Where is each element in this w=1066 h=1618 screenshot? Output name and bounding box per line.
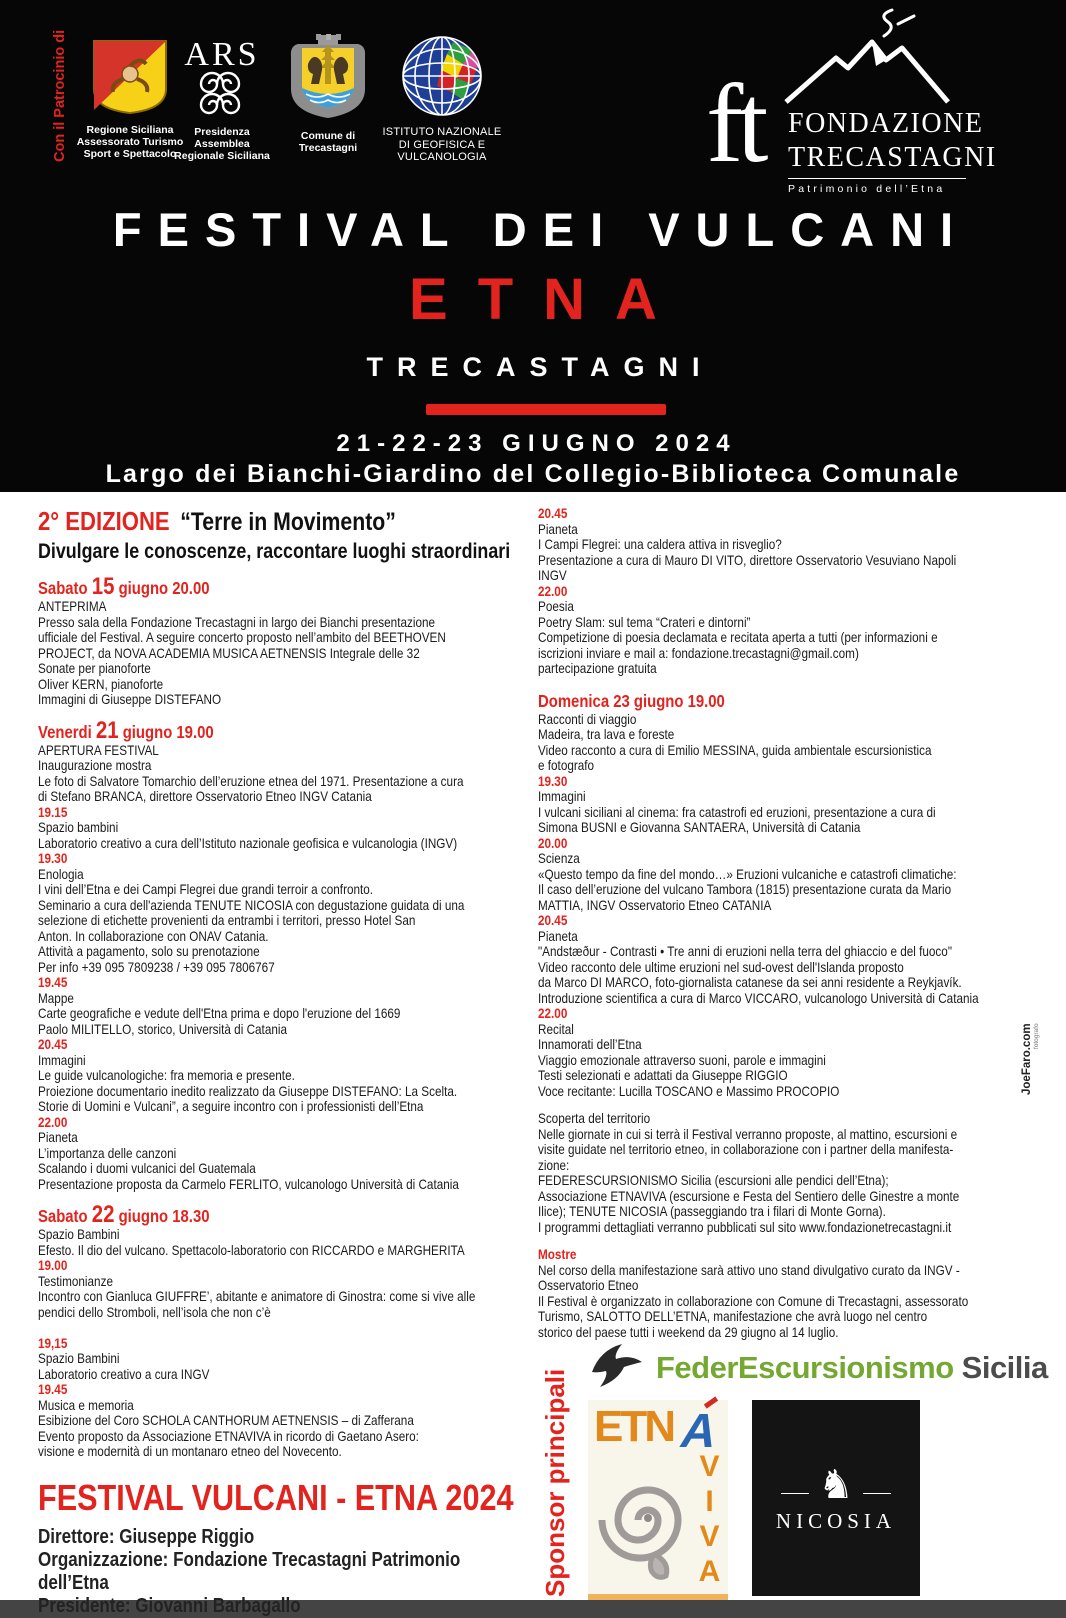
time-label: 19.45 [38, 975, 68, 990]
time-label: 19.30 [538, 773, 568, 789]
program-line: Presentazione proposta da Carmelo FERLITO, vulcanologo Università di Catania [38, 1176, 459, 1192]
program-line: Pianeta [538, 928, 578, 944]
logo-ars [172, 38, 272, 162]
time-label: 22.00 [538, 1006, 568, 1021]
program-line: Poetry Slam: sul tema “Crateri e dintorni” [538, 614, 751, 630]
program-line: zione: [538, 1157, 570, 1173]
program-line: Evento proposto da Associazione ETNAVIVA in ricordo di Gaetano Asero: [38, 1428, 419, 1444]
logo-federescursionismo [588, 1340, 1048, 1395]
program-section [538, 506, 1029, 677]
logo-fondazione-trecastagni [700, 12, 997, 197]
program-line: ufficiale del Festival. A seguire concerto proposto nell’ambito del BEETHOVEN [38, 630, 446, 645]
program-line: Innamorati dell’Etna [538, 1037, 642, 1052]
program-section [538, 1247, 1029, 1340]
program-section [38, 1201, 529, 1460]
program-line: "Andstæður - Contrasti • Tre anni di eruzioni nella terra del ghiaccio e del fuoco" [538, 944, 952, 959]
program-line: Carte geografiche e vedute dell'Etna prima e dopo l'eruzione del 1669 [38, 1006, 401, 1021]
program-line: I vulcani siciliani al cinema: fra catastrofi ed eruzioni, presentazione a cura di [538, 804, 936, 820]
nicosia-left-line [781, 1493, 809, 1494]
program-line: visite guidate nel territorio etneo, in collaborazione con i partner della manifesta- [538, 1142, 954, 1157]
time-label: 19.30 [38, 851, 68, 866]
program-line: Attività a pagamento, solo su prenotazione [38, 944, 260, 959]
horse-rider-icon: ♞ [818, 1461, 854, 1508]
program-line: «Questo tempo da fine del mondo…» Eruzioni vulcaniche e catastrofi climatiche: [538, 866, 957, 882]
program-line: Spazio Bambini [38, 1227, 120, 1242]
photographer-credit: JoeFaro.com fotografo [1021, 1023, 1040, 1095]
program-line: Incontro con Gianluca GIUFFRE’, abitante e animatore di Ginostra: come si vive alle [38, 1289, 476, 1304]
poster-title: FESTIVAL DEI VULCANI [112, 203, 970, 256]
nicosia-right-line [863, 1493, 891, 1494]
program-line: Video racconto a cura di Emilio MESSINA, guida ambientale escursionistica [538, 742, 932, 758]
program-line: Il Festival è organizzato in collaborazione con Comune di Trecastagni, assessorato [538, 1293, 969, 1309]
volcano-icon [780, 14, 960, 115]
program-line: Per info +39 095 7809238 / +39 095 7806767 [38, 959, 275, 975]
time-label: 19,15 [38, 1335, 68, 1351]
time-label: 22.00 [38, 1114, 68, 1130]
logo-ingv [372, 34, 512, 164]
program-left-blocks [38, 573, 529, 1460]
patrocinio-label: Con il Patrocinio di [52, 29, 68, 162]
program-line: Testi selezionati e adattati da Giuseppe RIGGIO [538, 1068, 788, 1083]
program-line: Presentazione a cura di Mauro DI VITO, direttore Osservatorio Vesuviano Napoli [538, 552, 957, 568]
credit-line: Presidente: Giovanni Barbagallo [38, 1594, 301, 1617]
program-line: Introduzione scientifica a cura di Marco VICCARO, vulcanologo Università di Catania [538, 990, 979, 1006]
program-column-right [538, 506, 1029, 1340]
program-section [538, 689, 1029, 1100]
program-line: e fotografo [538, 758, 595, 773]
event-dates: 21-22-23 GIUGNO 2024 [336, 430, 737, 457]
program-line: Esibizione del Coro SCHOLA CANTHORUM AETNENSIS – di Zafferana [38, 1413, 414, 1428]
day-heading: Domenica 23 giugno 19.00 [538, 690, 725, 711]
program-line: L’importanza delle canzoni [38, 1145, 177, 1161]
program-line: Turismo, SALOTTO DELL’ETNA, manifestazione che avrà luogo nel centro [538, 1309, 928, 1324]
program-line: Osservatorio Etneo [538, 1278, 639, 1293]
section-heading: Mostre [538, 1247, 577, 1262]
festival-footer-title: FESTIVAL VULCANI - ETNA 2024 [38, 1476, 514, 1518]
etnaviva-viva-letters: VIVA [693, 1450, 726, 1590]
program-line: Immagini di Giuseppe DISTEFANO [38, 692, 222, 707]
etnaviva-etn-letters: ETN [594, 1402, 673, 1451]
logo-comune-caption: Comune di Trecastagni [298, 130, 358, 154]
program-line: ANTEPRIMA [38, 599, 107, 614]
fondazione-name-line2: TRECASTAGNI [788, 142, 997, 173]
federescursionismo-wordmark: FederEscursionismo Sicilia [656, 1349, 1048, 1385]
time-label: 20.45 [538, 913, 568, 928]
program-line: Oliver KERN, pianoforte [38, 676, 164, 692]
program-line: Seminario a cura dell'azienda TENUTE NICOSIA con degustazione guidata di una [38, 897, 465, 913]
program-line: MATTIA, INGV Osservatorio Etneo CATANIA [538, 897, 772, 913]
program-line: I vini dell’Etna e dei Campi Flegrei due grandi terroir a confronto. [38, 882, 374, 897]
program-line: Recital [538, 1021, 574, 1037]
program-line: Scoperta del territorio [538, 1111, 651, 1126]
logo-ingv-caption: ISTITUTO NAZIONALE DI GEOFISICA E VULCANOLOGIA [382, 126, 502, 163]
program-line: Immagini [38, 1052, 86, 1068]
program-line: Musica e memoria [38, 1397, 134, 1413]
time-label: 22.00 [538, 583, 568, 599]
time-label: 20.45 [38, 1037, 68, 1052]
program-line: FEDERESCURSIONISMO Sicilia (escursioni alle pendici dell’Etna); [538, 1173, 889, 1188]
program-line: partecipazione gratuita [538, 661, 657, 676]
program-line: Immagini [538, 789, 586, 804]
program-line: Mappe [38, 990, 74, 1006]
time-label: 19.00 [38, 1258, 68, 1273]
program-line: Inaugurazione mostra [38, 758, 152, 773]
program-line: Proiezione documentario inedito realizzato da Giuseppe DISTEFANO: La Scelta. [38, 1083, 458, 1099]
program-line: di Stefano BRANCA, direttore Osservatorio Etneo INGV Catania [38, 789, 372, 804]
time-label: 20.45 [538, 506, 568, 521]
day-heading: Venerdi 21 giugno 19.00 [38, 716, 214, 744]
edition-subtitle: Divulgare le conoscenze, raccontare luoghi straordinari [38, 540, 511, 563]
program-line: pendici dello Stromboli, nell’isola che non c’è [38, 1304, 271, 1320]
fondazione-monogram: ft [706, 62, 763, 186]
program-line: Simona BUSNI e Giovanna SANTAERA, Università di Catania [538, 820, 861, 835]
program-line: Nelle giornate in cui si terrà il Festival verranno proposte, al mattino, escursioni e [538, 1126, 958, 1142]
program-line: Laboratorio creativo a cura INGV [38, 1366, 210, 1382]
program-section [538, 1111, 1029, 1235]
poster-title-etna: ETNA [409, 267, 687, 332]
program-line: I programmi dettagliati verranno pubblicati sul sito www.fondazionetrecastagni.it [538, 1219, 952, 1235]
spacer [38, 1320, 529, 1336]
program-section [38, 716, 529, 1193]
program-line: Competizione di poesia declamata e recitata aperta a tutti (per informazioni e [538, 630, 938, 645]
fondazione-divider [788, 178, 966, 179]
program-line: Scalando i duomi vulcanici del Guatemala [38, 1161, 256, 1176]
fondazione-name-line1: FONDAZIONE [788, 108, 984, 139]
program-section [38, 573, 529, 708]
edition-label: 2° EDIZIONE [38, 506, 170, 536]
credit-line: Organizzazione: Fondazione Trecastagni Patrimonio dell’Etna [38, 1548, 461, 1594]
program-line: Le guide vulcanologiche: fra memoria e presente. [38, 1068, 295, 1083]
poster-title-city: TRECASTAGNI [366, 352, 714, 382]
red-divider-bar [426, 404, 666, 415]
program-line: Spazio Bambini [38, 1351, 120, 1366]
program-line: Voce recitante: Lucilla TOSCANO e Massimo PROCOPIO [538, 1083, 840, 1099]
program-line: APERTURA FESTIVAL [38, 742, 159, 758]
ars-spirals-icon [191, 105, 253, 122]
time-label: 19.45 [38, 1382, 68, 1397]
program-line: Anton. In collaborazione con ONAV Catania. [38, 928, 269, 944]
program-line: Pianeta [38, 1130, 78, 1145]
poster-header [0, 0, 1066, 492]
logo-nicosia [752, 1400, 920, 1596]
program-line: iscrizioni inviare e mail a: fondazione.trecastagni@gmail.com) [538, 645, 859, 661]
program-line: Ilice); TENUTE NICOSIA (passeggiando tra i filari di Monte Gorna). [538, 1204, 886, 1219]
program-line: Le foto di Salvatore Tomarchio dell’eruzione etnea del 1971. Presentazione a cura [38, 773, 464, 789]
program-line: Testimonianze [38, 1273, 113, 1289]
program-line: Efesto. Il dio del vulcano. Spettacolo-laboratorio con RICCARDO e MARGHERITA [38, 1242, 465, 1258]
program-line: Enologia [38, 866, 84, 882]
logo-regione-caption: Regione Siciliana Assessorato Turismo Sport e Spettacolo [76, 124, 184, 160]
fondazione-tagline: Patrimonio dell’Etna [788, 183, 946, 195]
comune-shield-icon [288, 109, 368, 126]
program-line: Storie di Uomini e Vulcani”, a seguire incontro con i professionisti dell’Etna [38, 1099, 424, 1114]
sponsor-label: Sponsor principali [540, 1368, 570, 1597]
ingv-globe-icon [397, 105, 487, 122]
day-heading: Sabato 22 giugno 18.30 [38, 1201, 210, 1228]
program-line: Nel corso della manifestazione sarà attivo uno stand divulgativo curato da INGV - [538, 1262, 960, 1278]
time-label: 20.00 [538, 835, 568, 851]
event-venue: Largo dei Bianchi-Giardino del Collegio-Biblioteca Comunale [105, 460, 961, 488]
program-line: Madeira, tra lava e foreste [538, 727, 675, 742]
etnaviva-bottom-bar [588, 1594, 728, 1600]
trinacria-shield-icon [90, 103, 170, 120]
nicosia-wordmark: NICOSIA [775, 1508, 897, 1533]
program-line: Pianeta [538, 521, 578, 537]
credit-line: Direttore: Giuseppe Riggio [38, 1525, 255, 1548]
program-line: INGV [538, 568, 567, 583]
festival-footer [38, 1478, 529, 1618]
day-heading: Sabato 15 giugno 20.00 [38, 573, 210, 600]
program-line: Sonate per pianoforte [38, 661, 151, 676]
edition-theme: “Terre in Movimento” [180, 508, 396, 536]
program-line: Racconti di viaggio [538, 711, 637, 727]
logo-ars-caption: Presidenza Assemblea Regionale Siciliana [174, 126, 270, 162]
bird-icon [588, 1340, 644, 1395]
program-line: Associazione ETNAVIVA (escursione e Festa del Sentiero delle Ginestre a monte [538, 1188, 960, 1204]
program-line: Spazio bambini [38, 820, 119, 835]
edition-block [38, 506, 529, 564]
logo-etnaviva [588, 1400, 728, 1600]
program-line: PROJECT, da NOVA ACADEMIA MUSICA AETNENSIS Integrale delle 32 [38, 645, 420, 661]
ram-carving-icon [592, 1458, 692, 1593]
program-line: Scienza [538, 851, 580, 866]
time-label: 19.15 [38, 804, 68, 820]
program-line: Viaggio emozionale attraverso suoni, parole e immagini [538, 1052, 826, 1068]
festival-credits [38, 1526, 529, 1618]
program-line: visione e modernità di un montanaro etneo del Novecento. [38, 1444, 342, 1459]
program-line: selezione di etichette provenienti da entrambi i territori, presso Hotel San [38, 913, 416, 928]
program-line: I Campi Flegrei: una caldera attiva in risveglio? [538, 537, 782, 552]
program-line: Video racconto dele ultime eruzioni nel sud-ovest dell'Islanda proposto [538, 959, 904, 975]
ars-wordmark: ARS [184, 36, 260, 73]
program-column-left [38, 506, 529, 1618]
program-line: Il caso dell’eruzione del vulcano Tambora (1815) presentazione curata da Mario [538, 882, 952, 897]
program-line: da Marco DI MARCO, foto-giornalista catanese da sei anni residente a Reykjavík. [538, 975, 962, 990]
program-line: storico del paese tutti i weekend da 29 giugno al 14 luglio. [538, 1324, 839, 1340]
program-right-blocks [538, 506, 1029, 1340]
logo-comune-trecastagni [272, 34, 384, 154]
program-line: Presso sala della Fondazione Trecastagni in largo dei Bianchi presentazione [38, 614, 436, 630]
program-line: Poesia [538, 599, 574, 614]
program-line: Laboratorio creativo a cura dell’Istituto nazionale geofisica e vulcanologia (INGV) [38, 835, 458, 851]
program-line: Paolo MILITELLO, storico, Università di Catania [38, 1021, 287, 1037]
etnaviva-a-letter: A [675, 1405, 724, 1458]
